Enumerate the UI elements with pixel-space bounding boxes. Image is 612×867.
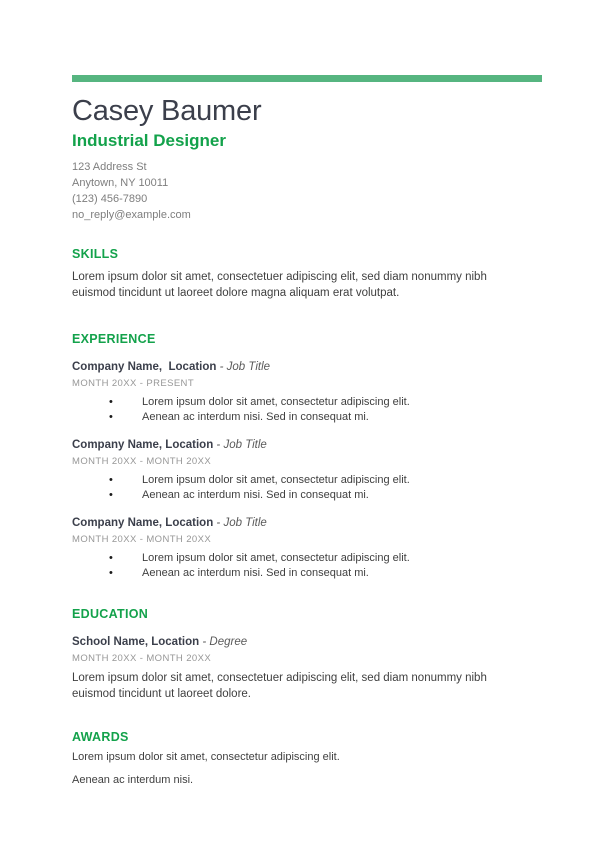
section-awards — [72, 730, 542, 788]
experience-entry-title — [72, 438, 542, 453]
education-body: Lorem ipsum dolor sit amet, consectetuer adipiscing elit, sed diam nonummy nibh euismod tincidunt ut laoreet dolore. — [72, 672, 487, 700]
skills-heading: SKILLS — [72, 247, 119, 261]
experience-bullet-list — [72, 551, 542, 581]
experience-entry-title — [72, 360, 542, 375]
job-title: Job Title — [223, 517, 267, 529]
company-name: Company Name, Location — [72, 361, 217, 373]
education-heading: EDUCATION — [72, 607, 149, 621]
experience-bullet: • Lorem ipsum dolor sit amet, consectetur adipiscing elit. — [72, 551, 542, 566]
title-separator: - — [216, 517, 224, 529]
job-title: Job Title — [226, 361, 271, 373]
company-name: Company Name, Location — [72, 439, 214, 451]
resume-header — [72, 94, 542, 223]
contact-email: no_reply@example.com — [72, 209, 191, 221]
awards-heading: AWARDS — [72, 730, 129, 744]
education-dates: MONTH 20XX - MONTH 20XX — [72, 653, 212, 664]
award-line: Aenean ac interdum nisi. — [72, 774, 194, 786]
experience-dates: MONTH 20XX - MONTH 20XX — [72, 534, 212, 545]
title-separator: - — [216, 439, 224, 451]
experience-bullet: • Aenean ac interdum nisi. Sed in consequat mi. — [72, 410, 542, 425]
school-name: School Name, Location — [72, 636, 200, 648]
experience-dates: MONTH 20XX - PRESENT — [72, 378, 195, 389]
experience-entry — [72, 516, 542, 581]
experience-bullet-list — [72, 395, 542, 425]
contact-address-line2: Anytown, NY 10011 — [72, 177, 169, 189]
section-education — [72, 607, 542, 702]
award-line: Lorem ipsum dolor sit amet, consectetur adipiscing elit. — [72, 751, 340, 763]
experience-heading: EXPERIENCE — [72, 332, 156, 346]
experience-dates: MONTH 20XX - MONTH 20XX — [72, 456, 212, 467]
contact-address-line1: 123 Address St — [72, 161, 147, 173]
resume-page — [0, 75, 612, 867]
title-separator: - — [202, 636, 210, 648]
section-experience — [72, 332, 542, 581]
experience-bullet: • Lorem ipsum dolor sit amet, consectetur adipiscing elit. — [72, 473, 542, 488]
experience-entry — [72, 438, 542, 503]
experience-bullet: • Lorem ipsum dolor sit amet, consectetur adipiscing elit. — [72, 395, 542, 410]
experience-entry — [72, 360, 542, 425]
experience-bullet-list — [72, 473, 542, 503]
degree: Degree — [209, 636, 248, 648]
education-entry-title — [72, 635, 542, 650]
contact-block — [72, 159, 542, 223]
person-name: Casey Baumer — [72, 95, 262, 127]
experience-bullet: • Aenean ac interdum nisi. Sed in consequat mi. — [72, 566, 542, 581]
job-title: Job Title — [223, 439, 267, 451]
person-job-title: Industrial Designer — [72, 131, 226, 150]
education-entry — [72, 635, 542, 702]
contact-phone: (123) 456-7890 — [72, 193, 148, 205]
experience-bullet: • Aenean ac interdum nisi. Sed in consequat mi. — [72, 488, 542, 503]
skills-body: Lorem ipsum dolor sit amet, consectetuer adipiscing elit, sed diam nonummy nibh euismod tincidunt ut laoreet dolore magna aliquam erat volutpat. — [72, 271, 487, 299]
title-separator: - — [219, 361, 227, 373]
section-skills — [72, 247, 542, 301]
accent-bar — [72, 75, 542, 82]
experience-entry-title — [72, 516, 542, 531]
company-name: Company Name, Location — [72, 517, 214, 529]
